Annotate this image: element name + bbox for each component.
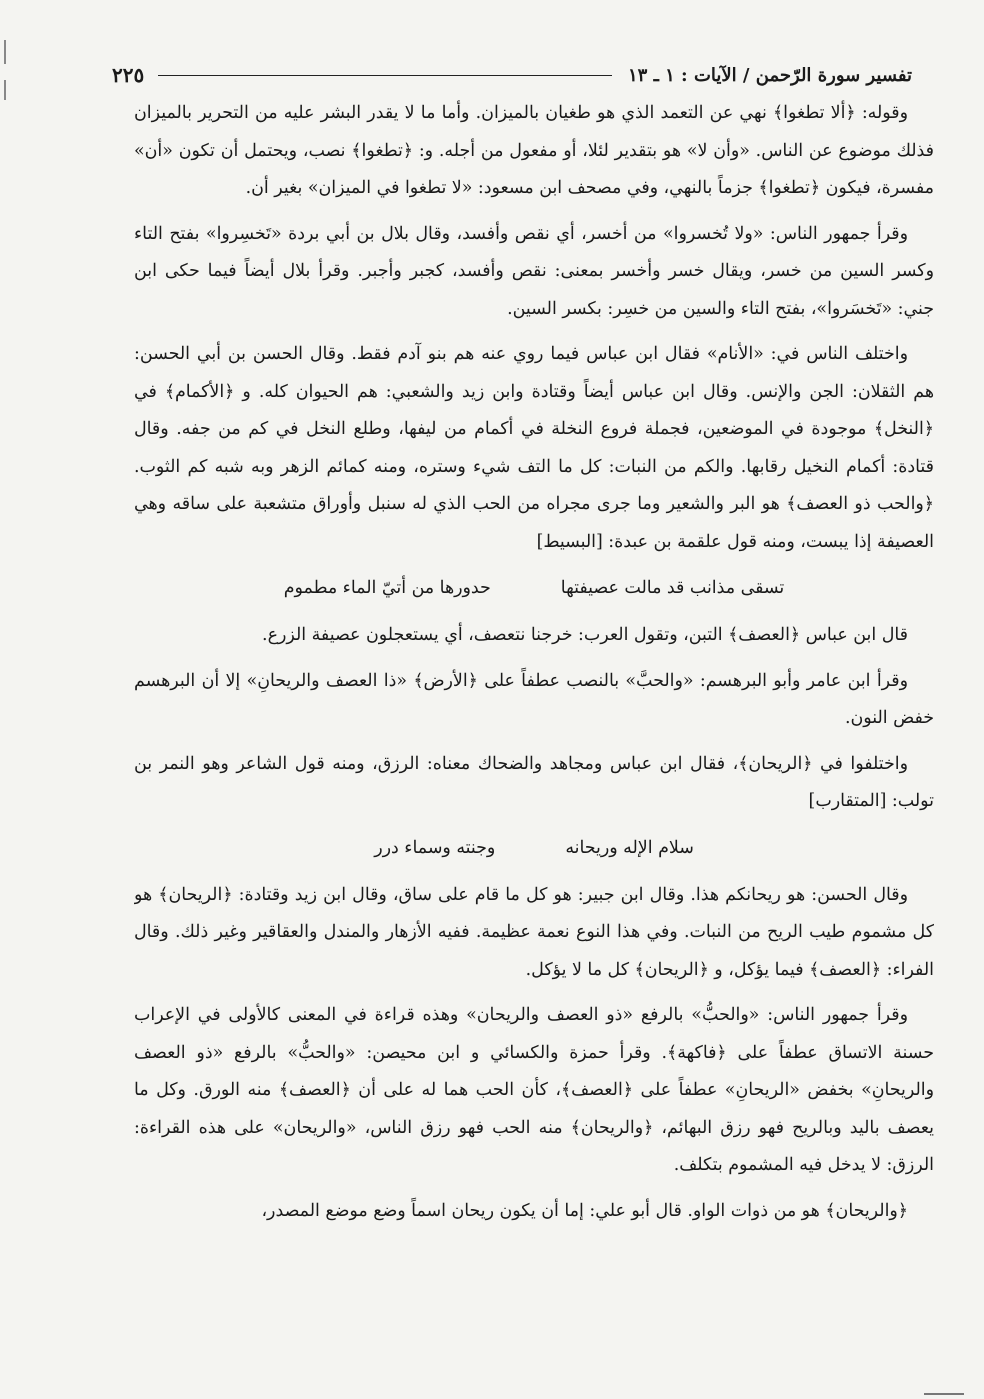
verse-1-second-hemistich: حدورها من أتيّ الماء مطموم	[283, 578, 491, 598]
paragraph-3: واختلف الناس في: «الأنام» فقال ابن عباس فيما روي عنه هم بنو آدم فقط. وقال الحسن بن أبي الحسن: هم الثقلان: الجن والإنس. وقال ابن عباس أيضاً وقتادة وابن زيد والشعبي: هم الحيوان كله. و ﴿الأكمام﴾ في ﴿النخل﴾ موجودة في الموضعين، فجملة فروع النخلة في أكمام من ليفها، وطلع النخل في كم من جفه. وقال قتادة: أكمام النخيل رقابها. والكم من النبات: كل ما التف شيء وستره، ومنه كمائم الزهر وبه شبه كم الثوب. ﴿والحب ذو العصف﴾ هو البر والشعير وما جرى مجراه من الحب الذي له سنبل وأوراق متشعبة على ساقه وهي العصيفة إذا يبست، ومنه قول علقمة بن عبدة: [البسيط]	[134, 344, 934, 552]
scan-footer-mark	[924, 1393, 964, 1395]
paragraph-1: وقوله: ﴿ألا تطغوا﴾ نهي عن التعمد الذي هو طغيان بالميزان. وأما ما لا يقدر البشر عليه من التحرير بالميزان فذلك موضوع عن الناس. «وأن لا» هو بتقدير لئلا، أو مفعول من أجله. و: ﴿تطغوا﴾ نصب، ويحتمل أن تكون «أن» مفسرة، فيكون ﴿تطغوا﴾ جزماً بالنهي، وفي مصحف ابن مسعود: «لا تطغوا في الميزان» بغير أن.	[134, 103, 934, 198]
paragraph-6: واختلفوا في ﴿الريحان﴾، فقال ابن عباس ومجاهد والضحاك معناه: الرزق، ومنه قول الشاعر وهو النمر بن تولب: [المتقارب]	[134, 753, 934, 811]
verse-2-first-hemistich: سلام الإله وريحانه	[565, 837, 694, 858]
page-header	[112, 58, 912, 92]
paragraph-5: وقرأ ابن عامر وأبو البرهسم: «والحبَّ» بالنصب عطفاً على ﴿الأرض﴾ «ذا العصف والريحانِ» إلا أن البرهسم خفض النون.	[134, 670, 934, 728]
running-title: تفسير سورة الرّحمن / الآيات : ١ ـ ١٣	[627, 64, 912, 86]
header-rule	[158, 75, 612, 76]
paragraph-9: ﴿والريحان﴾ هو من ذوات الواو. قال أبو علي: إما أن يكون ريحان اسماً وضع موضع المصدر،	[261, 1200, 908, 1221]
verse-1-first-hemistich: تسقى مذانب قد مالت عصيفتها	[560, 578, 785, 598]
paragraph-7: وقال الحسن: هو ريحانكم هذا. وقال ابن جبير: هو كل ما قام على ساق، وقال ابن زيد وقتادة: ﴿الريحان﴾ هو كل مشموم طيب الريح من النبات. وفي هذا النوع نعمة عظيمة. ففيه الأزهار والمندل والعقاقير وغير ذلك. وقال الفراء: ﴿العصف﴾ فيما يؤكل، و ﴿الريحان﴾ كل ما لا يؤكل.	[134, 884, 934, 980]
paragraph-4: قال ابن عباس ﴿العصف﴾ التبن، وتقول العرب: خرجنا نتعصف، أي يستعجلون عصيفة الزرع.	[262, 625, 908, 645]
poem-verse-2	[134, 829, 934, 867]
poem-verse-1	[134, 569, 934, 607]
page-number: ٢٢٥	[112, 63, 145, 87]
page-body	[134, 95, 934, 1385]
verse-2-second-hemistich: وجنته وسماء درر	[374, 837, 496, 858]
paragraph-2: وقرأ جمهور الناس: «ولا تُخسروا» من أخسر، أي نقص وأفسد، وقال بلال بن أبي بردة «تَخسِروا» بفتح التاء وكسر السين من خسر، ويقال خسر وأخسر بمعنى: نقص وأفسد، كجبر وأجبر. وقرأ بلال أيضاً فيما حكى ابن جني: «تَخسَروا»، بفتح التاء والسين من خسِر: بكسر السين.	[134, 223, 934, 319]
scan-margin-line-mid	[4, 80, 6, 100]
paragraph-8: وقرأ جمهور الناس: «والحبُّ» بالرفع «ذو العصف والريحان» وهذه قراءة في المعنى كالأولى في الإعراب حسنة الاتساق عطفاً على ﴿فاكهة﴾. وقرأ حمزة والكسائي و ابن محيصن: «والحبُّ» بالرفع «ذو العصف والريحانِ» بخفض «الريحانِ» عطفاً على ﴿العصف﴾، كأن الحب هما له على أن ﴿العصف﴾ منه الورق. وكل ما يعصف باليد وبالريح فهو رزق البهائم، ﴿والريحان﴾ منه الحب فهو رزق الناس، «والريحان» على هذه القراءة: الرزق: لا يدخل فيه المشموم بتكلف.	[134, 1005, 934, 1175]
scan-margin-line-top	[4, 40, 6, 64]
